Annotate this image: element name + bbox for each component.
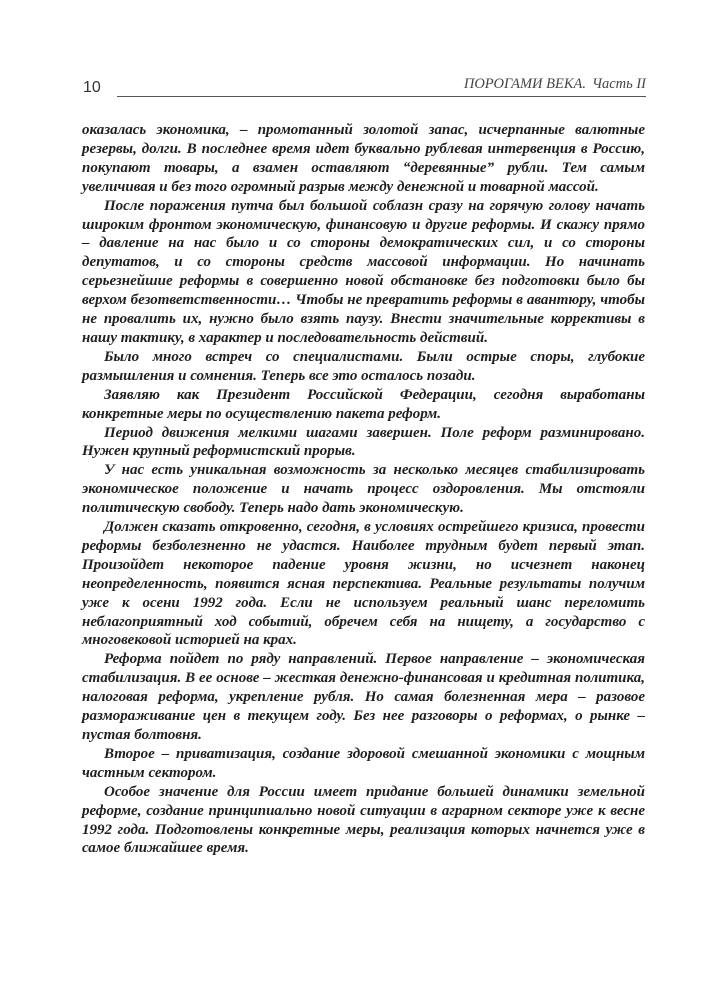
paragraph: После поражения путча был большой соблазн сразу на горячую голову начать широким фронтом экономическую, финансовую и другие реформы. И скажу прямо – давление на нас было и со стороны демократических сил, и со стороны депутатов, и со стороны средств массовой информации. Но начинать серьезнейшие реформы в совершенно новой обстановке без подготовки было бы верхом безответственности… Чтобы не превратить реформы в авантюру, чтобы не провалить их, нужно было взять паузу. Внести значительные коррективы в нашу тактику, в характер и последовательность действий. [82, 197, 645, 346]
running-head [464, 76, 646, 93]
paragraph: Период движения мелкими шагами завершен. Поле реформ разминировано. Нужен крупный реформистский прорыв. [82, 424, 645, 460]
paragraph: Реформа пойдет по ряду направлений. Первое направление – экономическая стабилизация. В ее основе – жесткая денежно-финансовая и кредитная политика, налоговая реформа, укрепление рубля. Но самая болезненная мера – разовое размораживание цен в текущем году. Без нее разговоры о реформах, о рынке – пустая болтовня. [82, 651, 645, 743]
paragraph: Заявляю как Президент Российской Федерации, сегодня выработаны конкретные меры по осуществлению пакета реформ. [82, 386, 645, 422]
paragraph: Второе – приватизация, создание здоровой смешанной экономики с мощным частным сектором. [82, 745, 645, 781]
running-head-part: Часть II [591, 76, 646, 92]
page-number: 10 [83, 79, 101, 96]
paragraph: У нас есть уникальная возможность за несколько месяцев стабилизировать экономическое положение и начать процесс оздоровления. Мы отстояли политическую свободу. Теперь надо дать экономическую. [82, 462, 645, 517]
paragraph: Должен сказать откровенно, сегодня, в условиях острейшего кризиса, провести реформы безболезненно не удастся. Наиболее трудным будет первый этап. Произойдет некоторое падение уровня жизни, но исчезнет наконец неопределенность, появится ясная перспектива. Реальные результаты получим уже к осени 1992 года. Если не используем реальный шанс переломить неблагоприятный ход событий, обречем себя на нищету, а государство с многовековой историей на крах. [82, 519, 645, 649]
paragraph: оказалась экономика, – промотанный золотой запас, исчерпанные валютные резервы, долги. В последнее время идет буквально рублевая интервенция в Россию, покупают товары, а взамен оставляют “деревянные” рубли. Тем самым увеличивая и без того огромный разрыв между денежной и товарной массой. [82, 122, 645, 195]
paragraph: Особое значение для России имеет придание большей динамики земельной реформе, создание принципиально новой ситуации в аграрном секторе уже к весне 1992 года. Подготовлены конкретные меры, реализация которых начнется уже в самое ближайшее время. [82, 783, 645, 857]
header-rule [117, 96, 646, 97]
running-head-title: ПОРОГАМИ ВЕКА. [463, 76, 586, 92]
paragraph: Было много встреч со специалистами. Были острые споры, глубокие размышления и сомнения. Теперь все это осталось позади. [82, 348, 645, 384]
body-text [82, 121, 645, 858]
